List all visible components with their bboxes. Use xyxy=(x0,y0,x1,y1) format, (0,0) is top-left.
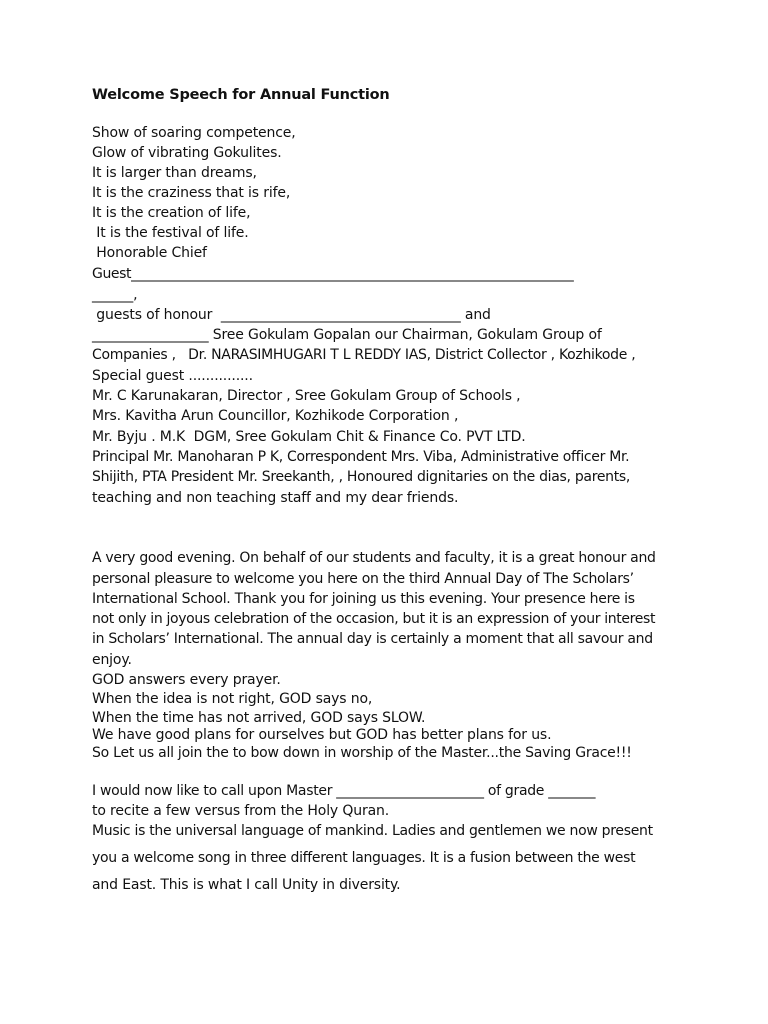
text-line: International School. Thank you for joining us this evening. Your presence here is xyxy=(92,591,635,607)
text-line: teaching and non teaching staff and my dear friends. xyxy=(92,490,459,506)
text-line: When the idea is not right, GOD says no, xyxy=(92,691,373,707)
text-line: Mr. C Karunakaran, Director , Sree Gokulam Group of Schools , xyxy=(92,388,521,404)
text-line: in Scholars’ International. The annual day is certainly a moment that all savour and xyxy=(92,631,653,647)
text-line: Mr. Byju . M.K DGM, Sree Gokulam Chit & Finance Co. PVT LTD. xyxy=(92,429,526,445)
text-line: Principal Mr. Manoharan P K, Correspondent Mrs. Viba, Administrative officer Mr. xyxy=(92,449,630,465)
text-line: Companies , Dr. NARASIMHUGARI T L REDDY IAS, District Collector , Kozhikode , xyxy=(92,347,636,363)
text-line: GOD answers every prayer. xyxy=(92,672,281,688)
text-line: Glow of vibrating Gokulites. xyxy=(92,145,282,161)
text-line: Special guest ............... xyxy=(92,368,253,384)
text-line: Honorable Chief xyxy=(92,245,207,261)
text-line: It is larger than dreams, xyxy=(92,165,257,181)
text-line: When the time has not arrived, GOD says SLOW. xyxy=(92,710,426,726)
text-line: Guest___________________________________________________________________ xyxy=(92,266,574,282)
text-line: It is the festival of life. xyxy=(92,225,249,241)
text-line: It is the craziness that is rife, xyxy=(92,185,291,201)
text-line: I would now like to call upon Master ______________________ of grade _______ xyxy=(92,783,596,799)
document-title: Welcome Speech for Annual Function xyxy=(92,87,390,103)
text-line: and East. This is what I call Unity in diversity. xyxy=(92,877,401,893)
text-line: to recite a few versus from the Holy Quran. xyxy=(92,803,390,819)
text-line: Music is the universal language of mankind. Ladies and gentlemen we now present xyxy=(92,823,653,839)
text-line: Show of soaring competence, xyxy=(92,125,296,141)
text-line: enjoy. xyxy=(92,652,132,668)
text-line: not only in joyous celebration of the occasion, but it is an expression of your interest xyxy=(92,611,656,627)
text-line: personal pleasure to welcome you here on the third Annual Day of The Scholars’ xyxy=(92,571,634,587)
text-line: A very good evening. On behalf of our students and faculty, it is a great honour and xyxy=(92,550,656,566)
text-line: ______, xyxy=(92,287,138,303)
text-line: It is the creation of life, xyxy=(92,205,251,221)
text-line: So Let us all join the to bow down in worship of the Master...the Saving Grace!!! xyxy=(92,745,632,761)
text-line: _________________ Sree Gokulam Gopalan our Chairman, Gokulam Group of xyxy=(92,327,602,343)
text-line: We have good plans for ourselves but GOD has better plans for us. xyxy=(92,727,552,743)
text-line: guests of honour ___________________________________ and xyxy=(92,307,491,323)
text-line: Shijith, PTA President Mr. Sreekanth, , Honoured dignitaries on the dias, parents, xyxy=(92,469,631,485)
text-line: Mrs. Kavitha Arun Councillor, Kozhikode Corporation , xyxy=(92,408,459,424)
text-line: you a welcome song in three different languages. It is a fusion between the west xyxy=(92,850,636,866)
